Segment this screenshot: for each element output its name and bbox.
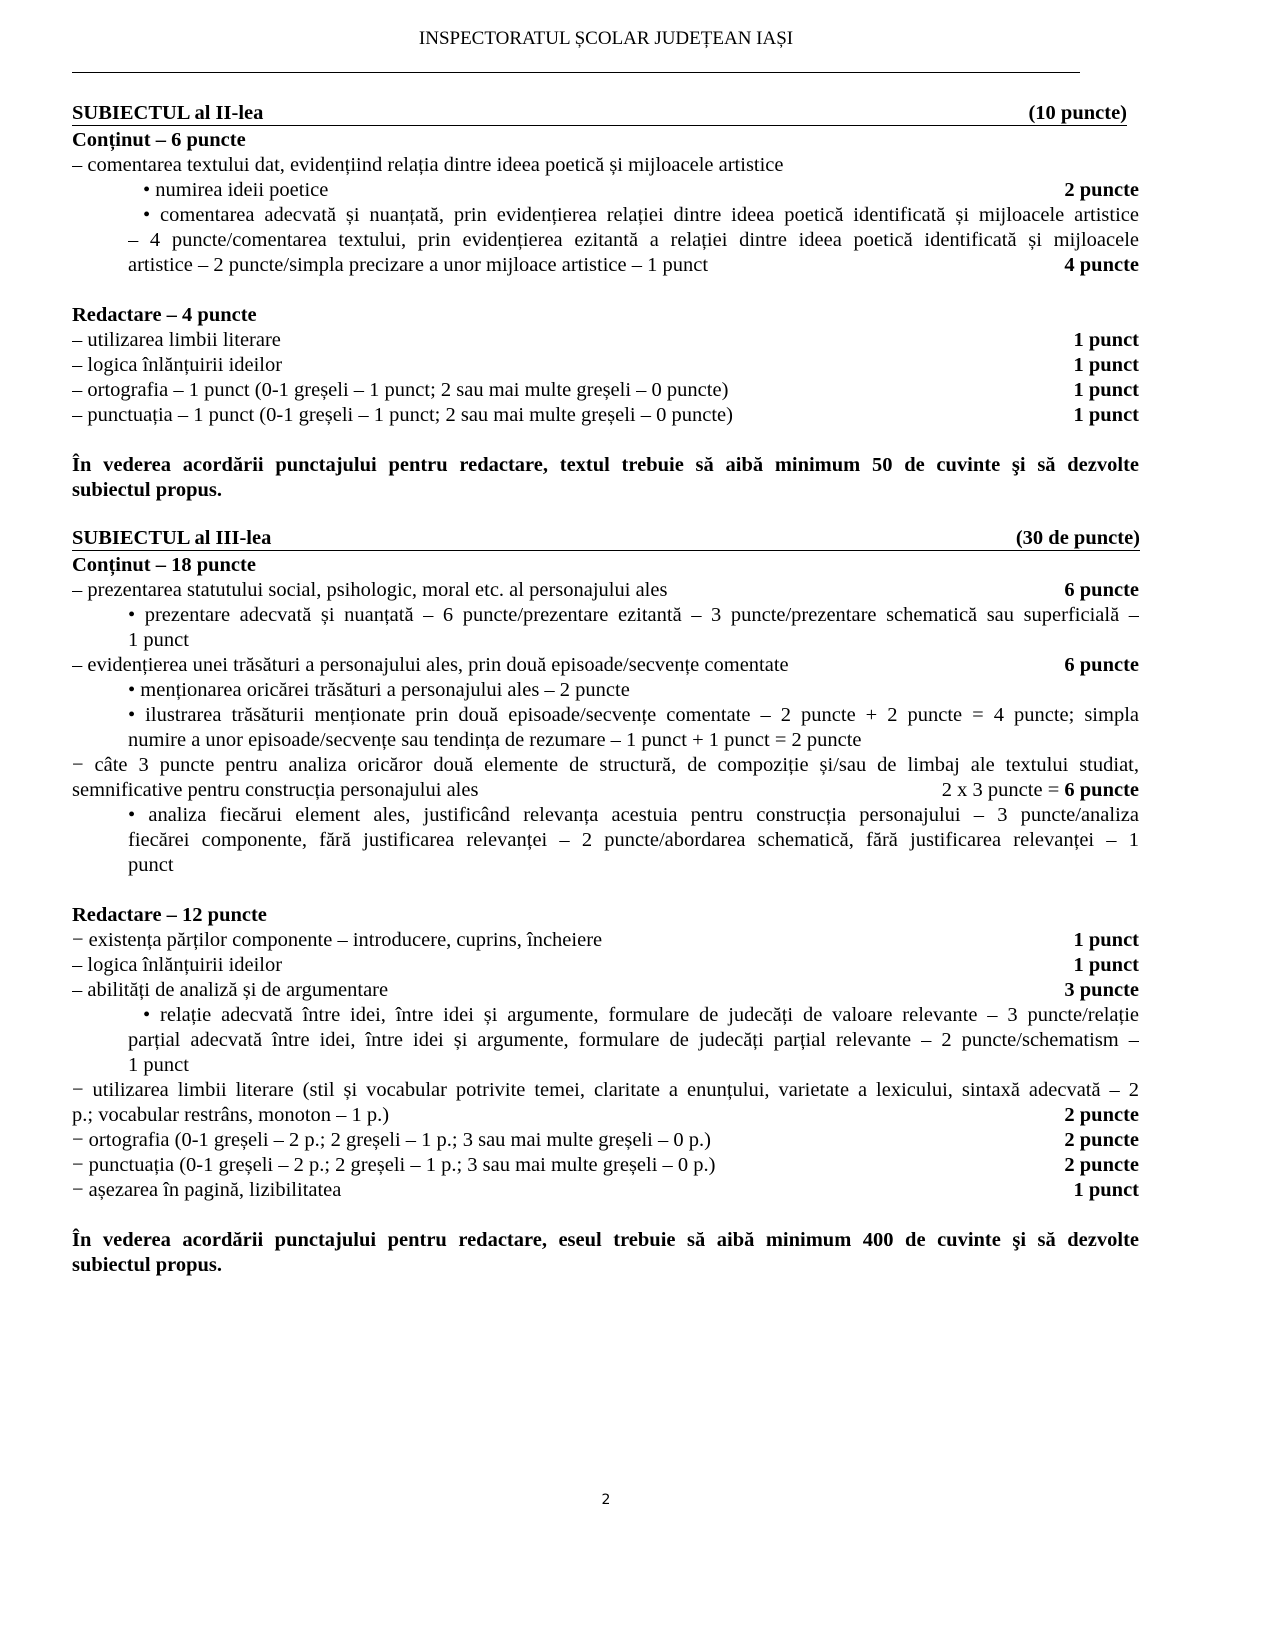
bold-heading-line [72,903,1139,928]
line-text: În vederea acordării punctajului pentru redactare, eseul trebuie să aibă minimum 400 de cuvinte şi să dezvolte [72,1229,1139,1251]
section-heading [72,102,1127,126]
line-text: p.; vocabular restrâns, monoton – 1 p.) [72,1104,390,1126]
header-rule [72,72,1080,73]
points-value [1064,1103,1139,1128]
line-text: • prezentare adecvată și nuanțată – 6 puncte/prezentare ezitantă – 3 puncte/prezentare schematică sau superficială – [128,604,1139,626]
text-line [143,1003,1139,1028]
line-text: Conținut – 18 puncte [72,554,256,576]
line-text: • comentarea adecvată și nuanțată, prin evidențierea relației dintre ideea poetică identificată și mijloacele artistice [143,204,1139,226]
points-label: 2 puncte [1064,179,1139,201]
text-line [72,1153,1139,1178]
points-label: 6 puncte [1064,654,1139,676]
points-value [1064,1128,1139,1153]
points-label: 1 punct [1073,1179,1139,1201]
points-label: 1 punct [1073,329,1139,351]
points-value [1064,578,1139,603]
line-text: – punctuația – 1 punct (0-1 greșeli – 1 punct; 2 sau mai multe greșeli – 0 puncte) [72,404,733,426]
section-heading [72,527,1140,551]
page-number: 2 [601,1492,611,1508]
text-line [72,978,1139,1003]
points-label: 1 punct [1073,954,1139,976]
points-value [1064,253,1139,278]
line-text: – utilizarea limbii literare [72,329,281,351]
points-label: 6 puncte [1064,579,1139,601]
line-text: punct [128,854,174,876]
line-text: În vederea acordării punctajului pentru redactare, textul trebuie să aibă minimum 50 de cuvinte şi să dezvolte [72,454,1139,476]
line-text: • ilustrarea trăsăturii menționate prin două episoade/secvențe comentate – 2 puncte + 2 puncte = 4 puncte; simpla [128,704,1139,726]
text-line [128,1028,1139,1053]
text-line [143,178,1139,203]
points-value [1064,978,1139,1003]
text-line [128,628,1139,653]
line-text: – 4 puncte/comentarea textului, prin evidențierea ezitantă a relației dintre ideea poetică identificată și mijloacele [128,229,1139,251]
points-value [1028,102,1127,125]
text-line [72,953,1139,978]
line-text: • numirea ideii poetice [143,179,329,201]
bold-heading-line [72,478,1139,503]
line-text: artistice – 2 puncte/simpla precizare a unor mijloace artistice – 1 punct [128,254,709,276]
points-value [1073,353,1139,378]
text-line [128,228,1139,253]
document-header: INSPECTORATUL ȘCOLAR JUDEȚEAN IAȘI [418,28,794,49]
points-label: 6 puncte [1064,779,1139,801]
text-line [128,603,1139,628]
text-line [128,678,1139,703]
points-value [1073,1178,1139,1203]
points-value [1073,928,1139,953]
text-line [72,1128,1139,1153]
line-text: • relație adecvată între idei, între idei și argumente, formulare de judecăți de valoare relevante – 3 puncte/relație [143,1004,1139,1026]
line-text: – logica înlănțuirii ideilor [72,354,283,376]
line-text: SUBIECTUL al III-lea [72,527,272,549]
points-label: 2 puncte [1064,1129,1139,1151]
points-label: 1 punct [1073,379,1139,401]
text-line [128,1053,1139,1078]
bold-heading-line [72,128,1139,153]
points-value [1064,178,1139,203]
bold-heading-line [72,1253,1139,1278]
bold-heading-line [72,453,1139,478]
text-line [72,1103,1139,1128]
points-value [1064,653,1139,678]
line-text: − câte 3 puncte pentru analiza oricăror două elemente de structură, de compoziție și/sau de limbaj ale textului studiat, [72,754,1139,776]
line-text: subiectul propus. [72,479,223,501]
line-text: • menționarea oricărei trăsături a personajului ales – 2 puncte [128,679,630,701]
points-value [1073,378,1139,403]
text-line [72,1178,1139,1203]
text-line [128,853,1139,878]
line-text: SUBIECTUL al II-lea [72,102,264,124]
points-value [1073,403,1139,428]
line-text: − utilizarea limbii literare (stil și vocabular potrivite temei, claritate a enunțului, varietate a lexicului, sintaxă adecvată – 2 [72,1079,1139,1101]
points-label: 1 punct [1073,404,1139,426]
points-label: 1 punct [1073,354,1139,376]
bold-heading-line [72,1228,1139,1253]
points-label: 4 puncte [1064,254,1139,276]
text-line [128,703,1139,728]
points-value [942,778,1139,803]
line-text: Redactare – 4 puncte [72,304,257,326]
text-line [72,1078,1139,1103]
text-line [72,778,1139,803]
points-value [1016,527,1140,550]
text-line [72,403,1139,428]
text-line [72,578,1139,603]
line-text: − ortografia (0-1 greșeli – 2 p.; 2 greșeli – 1 p.; 3 sau mai multe greșeli – 0 p.) [72,1129,711,1151]
line-text: 1 punct [128,1054,189,1076]
points-value [1073,953,1139,978]
line-text: – prezentarea statutului social, psihologic, moral etc. al personajului ales [72,579,668,601]
text-line [128,728,1139,753]
points-label: (10 puncte) [1028,102,1127,124]
line-text: – comentarea textului dat, evidențiind relația dintre ideea poetică și mijloacele artistice [72,154,784,176]
line-text: – evidențierea unei trăsături a personajului ales, prin două episoade/secvențe comentate [72,654,789,676]
points-value [1073,328,1139,353]
text-line [143,203,1139,228]
line-text: Redactare – 12 puncte [72,904,267,926]
points-label: (30 de puncte) [1015,527,1140,549]
line-text: − existența părților componente – introducere, cuprins, încheiere [72,929,603,951]
line-text: fiecărei componente, fără justificarea relevanței – 2 puncte/abordarea schematică, fără justificarea relevanței – 1 [128,829,1139,851]
text-line [72,928,1139,953]
line-text: − așezarea în pagină, lizibilitatea [72,1179,342,1201]
text-line [72,153,1139,178]
text-line [72,653,1139,678]
line-text: 1 punct [128,629,189,651]
points-formula: 2 x 3 puncte = [941,779,1065,801]
line-text: – logica înlănțuirii ideilor [72,954,283,976]
text-line [72,378,1139,403]
text-line [72,328,1139,353]
points-label: 1 punct [1073,929,1139,951]
text-line [128,803,1139,828]
line-text: subiectul propus. [72,1254,223,1276]
text-line [128,253,1139,278]
line-text: − punctuația (0-1 greșeli – 2 p.; 2 greșeli – 1 p.; 3 sau mai multe greșeli – 0 p.) [72,1154,716,1176]
line-text: numire a unor episoade/secvențe sau tendința de rezumare – 1 punct + 1 punct = 2 puncte [128,729,862,751]
points-label: 2 puncte [1064,1154,1139,1176]
text-line [72,353,1139,378]
line-text: – ortografia – 1 punct (0-1 greșeli – 1 punct; 2 sau mai multe greșeli – 0 puncte) [72,379,729,401]
line-text: • analiza fiecărui element ales, justificând relevanța acestuia pentru construcția personajului – 3 puncte/analiza [128,804,1139,826]
points-label: 2 puncte [1064,1104,1139,1126]
line-text: parțial adecvată între idei, între idei și argumente, formulare de judecăți parțial relevante – 2 puncte/schematism – [128,1029,1139,1051]
line-text: semnificative pentru construcția personajului ales [72,779,479,801]
points-label: 3 puncte [1064,979,1139,1001]
text-line [72,753,1139,778]
line-text: – abilități de analiză și de argumentare [72,979,389,1001]
text-line [128,828,1139,853]
line-text: Conținut – 6 puncte [72,129,246,151]
points-value [1064,1153,1139,1178]
bold-heading-line [72,303,1139,328]
bold-heading-line [72,553,1139,578]
